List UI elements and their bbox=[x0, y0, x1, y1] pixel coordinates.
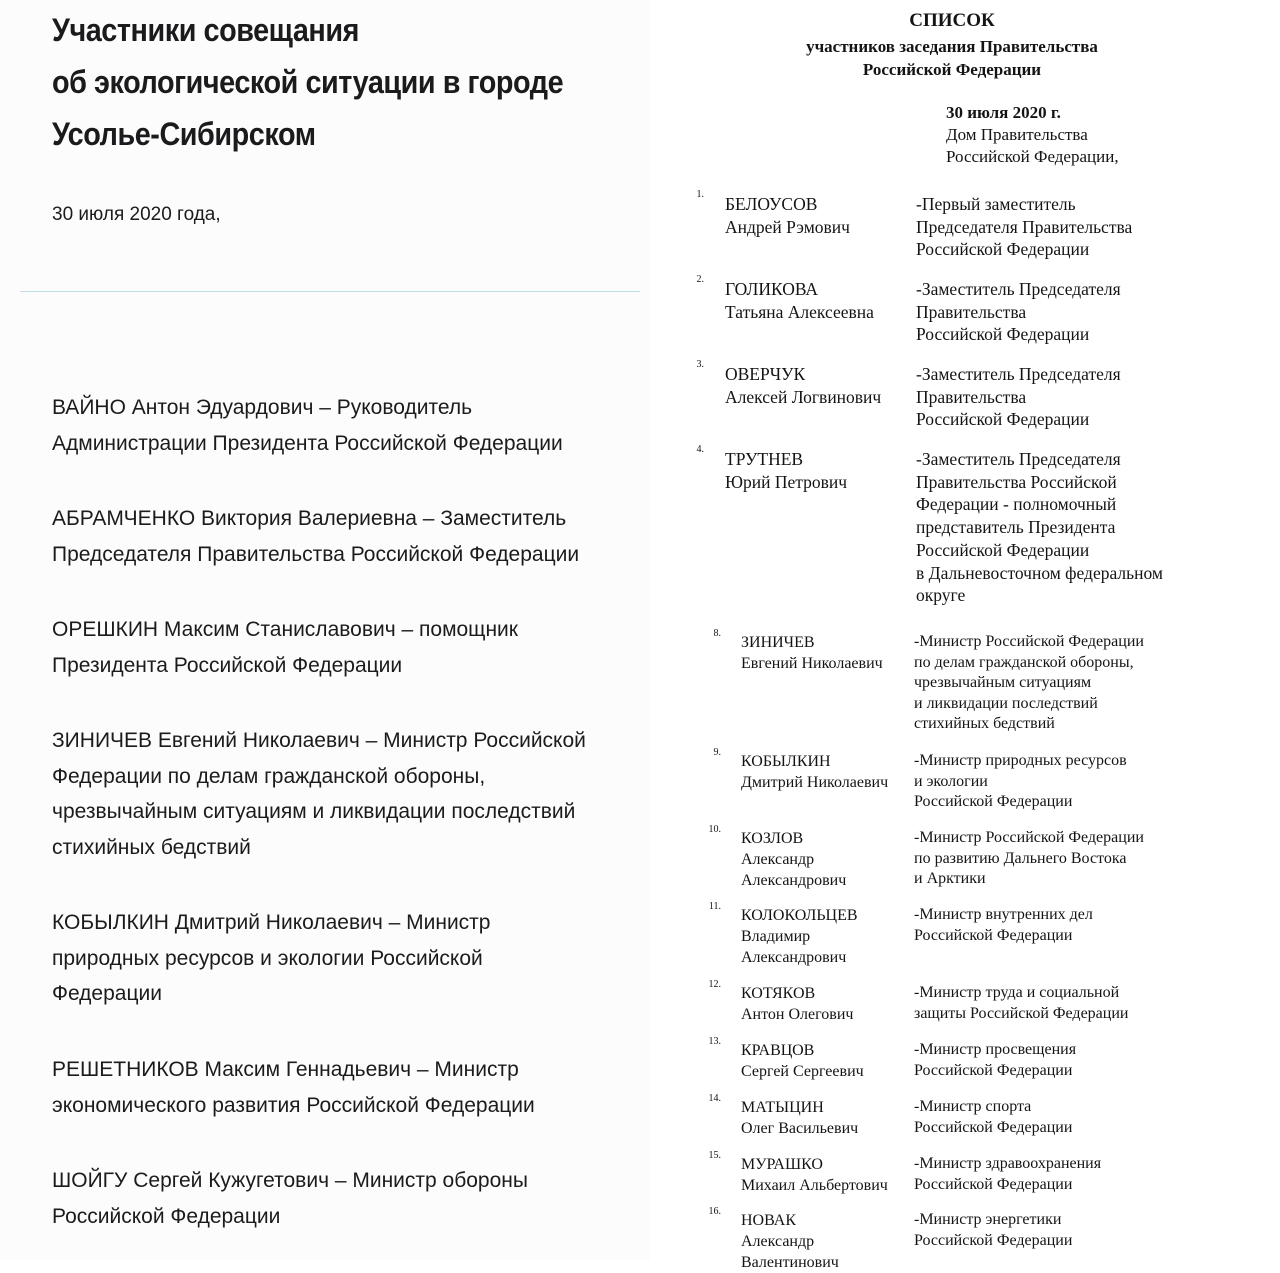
item-name bbox=[741, 751, 888, 793]
list-subtitle bbox=[752, 35, 1152, 81]
list-title: СПИСОК bbox=[909, 10, 995, 31]
item-name-line: Алексей Логвинович bbox=[725, 387, 882, 407]
participant-entry-line: Российской Федерации bbox=[52, 1204, 281, 1228]
participant-entry-line: ОРЕШКИН Максим Станиславович – помощник bbox=[52, 618, 518, 641]
participant-entry bbox=[52, 612, 637, 683]
item-position-line: -Заместитель Председателя bbox=[916, 449, 1121, 469]
item-number: 2. bbox=[696, 274, 704, 285]
item-name-line: Михаил Альбертович bbox=[741, 1177, 888, 1194]
item-name-line: КОТЯКОВ bbox=[741, 985, 816, 1002]
item-position-line: Российской Федерации bbox=[916, 539, 1090, 560]
item-name bbox=[741, 828, 846, 891]
item-name bbox=[725, 193, 850, 239]
item-number: 9. bbox=[713, 747, 721, 758]
item-number: 13. bbox=[708, 1036, 721, 1047]
item-position bbox=[914, 751, 1214, 813]
item-position-line: Председателя Правительства bbox=[916, 216, 1133, 237]
participant-entry bbox=[52, 501, 637, 572]
participant-entry-line: АБРАМЧЕНКО Виктория Валериевна – Заместитель bbox=[52, 507, 567, 530]
item-position-line: округе bbox=[916, 585, 966, 606]
item-name-line: КРАВЦОВ bbox=[741, 1042, 815, 1059]
title-line: об экологической ситуации в городе bbox=[52, 64, 564, 100]
meeting-title bbox=[52, 4, 628, 160]
item-position-line: защиты Российской Федерации bbox=[914, 1004, 1129, 1022]
item-position-line: -Министр здравоохранения bbox=[914, 1155, 1102, 1172]
item-position-line: и экологии bbox=[914, 772, 988, 790]
item-position-line: -Министр Российской Федерации bbox=[914, 829, 1144, 846]
participant-entry-line: ВАЙНО Антон Эдуардович – Руководитель bbox=[52, 396, 473, 419]
participant-entry-line: Федерации по делам гражданской обороны, bbox=[52, 764, 486, 788]
item-position-line: Российской Федерации bbox=[914, 1231, 1073, 1249]
item-number: 4. bbox=[696, 444, 704, 455]
item-position-line: -Министр энергетики bbox=[914, 1211, 1062, 1228]
item-position-line: -Министр Российской Федерации bbox=[914, 633, 1144, 650]
divider bbox=[20, 291, 640, 292]
item-name-line: МАТЫЦИН bbox=[741, 1099, 824, 1116]
participant-entry-line: экономического развития Российской Федерации bbox=[52, 1093, 535, 1117]
item-name-line: Евгений Николаевич bbox=[741, 655, 883, 672]
item-position-line: Российской Федерации bbox=[916, 409, 1090, 430]
item-position-line: -Заместитель Председателя bbox=[916, 364, 1121, 384]
item-position bbox=[916, 448, 1216, 607]
title-line: Участники совещания bbox=[52, 12, 359, 48]
item-name bbox=[725, 448, 847, 494]
item-position-line: чрезвычайным ситуациям bbox=[914, 674, 1092, 691]
item-name bbox=[741, 905, 858, 968]
item-position-line: в Дальневосточном федеральном bbox=[916, 562, 1163, 583]
item-position bbox=[916, 193, 1216, 261]
item-position-line: -Министр труда и социальной bbox=[914, 984, 1120, 1001]
item-number: 16. bbox=[708, 1206, 721, 1217]
item-position-line: стихийных бедствий bbox=[914, 715, 1055, 732]
session-date: 30 июля 2020 г. bbox=[946, 103, 1061, 122]
item-position-line: по развитию Дальнего Востока bbox=[914, 849, 1127, 867]
item-position-line: Правительства Российской bbox=[916, 471, 1117, 492]
item-number: 3. bbox=[696, 359, 704, 370]
item-name-line: Валентинович bbox=[741, 1254, 839, 1271]
item-name-line: КОЛОКОЛЬЦЕВ bbox=[741, 907, 858, 924]
participant-entry-line: КОБЫЛКИН Дмитрий Николаевич – Министр bbox=[52, 911, 491, 934]
participant-entry bbox=[52, 905, 637, 1012]
participant-entry bbox=[52, 723, 637, 865]
item-position-line: -Министр спорта bbox=[914, 1098, 1032, 1115]
item-position-line: и Арктики bbox=[914, 870, 986, 887]
item-name bbox=[741, 1210, 839, 1273]
participant-entry-line: Администрации Президента Российской Федерации bbox=[52, 431, 563, 455]
item-name-line: ЗИНИЧЕВ bbox=[741, 634, 815, 651]
subtitle-line: участников заседания Правительства bbox=[806, 37, 1098, 56]
participant-entry bbox=[52, 390, 637, 461]
item-position-line: Российской Федерации bbox=[916, 239, 1090, 260]
item-number: 10. bbox=[708, 824, 721, 835]
item-name-line: МУРАШКО bbox=[741, 1156, 823, 1173]
item-position-line: -Министр внутренних дел bbox=[914, 906, 1093, 923]
item-name bbox=[741, 1040, 864, 1082]
item-name-line: Татьяна Алексеевна bbox=[725, 302, 874, 322]
item-position-line: Федерации - полномочный bbox=[916, 494, 1117, 515]
item-number: 14. bbox=[708, 1093, 721, 1104]
subtitle-line: Российской Федерации bbox=[862, 60, 1042, 79]
right-document bbox=[650, 0, 1280, 1271]
session-meta bbox=[946, 102, 1119, 168]
item-name-line: Дмитрий Николаевич bbox=[741, 774, 889, 791]
item-name-line: Александрович bbox=[741, 872, 847, 889]
item-position-line: -Министр просвещения bbox=[914, 1041, 1077, 1058]
participant-entry-line: Президента Российской Федерации bbox=[52, 653, 403, 677]
participant-entry-line: стихийных бедствий bbox=[52, 835, 251, 859]
item-name-line: Александр bbox=[741, 851, 815, 868]
item-name bbox=[725, 363, 881, 409]
session-place-line: Российской Федерации, bbox=[946, 147, 1119, 166]
item-name bbox=[741, 983, 853, 1025]
item-name-line: ОВЕРЧУК bbox=[725, 364, 806, 384]
item-name-line: Антон Олегович bbox=[741, 1006, 854, 1023]
item-name-line: БЕЛОУСОВ bbox=[725, 194, 818, 214]
item-name-line: Александрович bbox=[741, 949, 847, 966]
item-position bbox=[914, 1210, 1214, 1251]
item-position-line: Правительства bbox=[916, 386, 1027, 407]
participant-entry-line: чрезвычайным ситуациям и ликвидации последствий bbox=[52, 800, 576, 823]
item-number: 11. bbox=[708, 901, 721, 912]
item-position-line: Правительства bbox=[916, 301, 1027, 322]
item-number: 12. bbox=[708, 979, 721, 990]
item-name-line: Андрей Рэмович bbox=[725, 217, 850, 237]
item-position-line: Российской Федерации bbox=[914, 793, 1073, 810]
participant-entry-line: Председателя Правительства Российской Федерации bbox=[52, 542, 580, 566]
participant-entry-line: ЗИНИЧЕВ Евгений Николаевич – Министр Российской bbox=[52, 729, 586, 752]
item-number: 8. bbox=[713, 628, 721, 639]
item-number: 1. bbox=[696, 189, 704, 200]
item-name-line: НОВАК bbox=[741, 1212, 796, 1229]
item-name bbox=[741, 632, 883, 674]
item-name-line: Александр bbox=[741, 1233, 815, 1250]
item-position-line: по делам гражданской обороны, bbox=[914, 653, 1134, 671]
participant-entry bbox=[52, 1052, 637, 1123]
item-position-line: -Первый заместитель bbox=[916, 194, 1076, 214]
item-name-line: Владимир bbox=[741, 928, 811, 945]
item-position bbox=[914, 1040, 1214, 1081]
participant-entry-line: Федерации bbox=[52, 982, 162, 1005]
item-name-line: ГОЛИКОВА bbox=[725, 279, 819, 299]
participant-entry-line: природных ресурсов и экологии Российской bbox=[52, 946, 483, 970]
item-name-line: КОЗЛОВ bbox=[741, 830, 804, 847]
item-position-line: -Министр природных ресурсов bbox=[914, 752, 1127, 769]
title-line: Усолье-Сибирском bbox=[52, 116, 316, 152]
item-number: 15. bbox=[708, 1150, 721, 1161]
item-name-line: Олег Васильевич bbox=[741, 1120, 859, 1137]
item-position-line: и ликвидации последствий bbox=[914, 694, 1098, 712]
item-name-line: КОБЫЛКИН bbox=[741, 753, 831, 770]
item-position-line: Российской Федерации bbox=[914, 1061, 1073, 1079]
participant-entry-line: РЕШЕТНИКОВ Максим Геннадьевич – Министр bbox=[52, 1058, 519, 1081]
session-place-line: Дом Правительства bbox=[946, 125, 1088, 144]
item-position bbox=[916, 278, 1216, 346]
item-name bbox=[725, 278, 874, 324]
item-name-line: Юрий Петрович bbox=[725, 472, 848, 492]
item-position bbox=[914, 905, 1214, 946]
item-name-line: ТРУТНЕВ bbox=[725, 449, 804, 469]
item-position bbox=[914, 1154, 1214, 1195]
meeting-date: 30 июля 2020 года, bbox=[52, 204, 221, 225]
item-position bbox=[916, 363, 1216, 431]
item-name-line: Сергей Сергеевич bbox=[741, 1063, 864, 1080]
item-position-line: Российской Федерации bbox=[914, 926, 1073, 944]
item-position-line: Российской Федерации bbox=[916, 324, 1090, 345]
item-position-line: -Заместитель Председателя bbox=[916, 279, 1121, 299]
item-position-line: Российской Федерации bbox=[914, 1175, 1073, 1193]
item-position bbox=[914, 983, 1214, 1024]
item-position bbox=[914, 1097, 1214, 1138]
item-position-line: Российской Федерации bbox=[914, 1118, 1073, 1136]
item-position bbox=[914, 632, 1214, 735]
participant-entry-line: ШОЙГУ Сергей Кужугетович – Министр обороны bbox=[52, 1169, 528, 1192]
item-name bbox=[741, 1154, 888, 1196]
item-name bbox=[741, 1097, 858, 1139]
participant-entry bbox=[52, 1163, 637, 1234]
item-position bbox=[914, 828, 1214, 890]
item-position-line: представитель Президента bbox=[916, 517, 1116, 538]
